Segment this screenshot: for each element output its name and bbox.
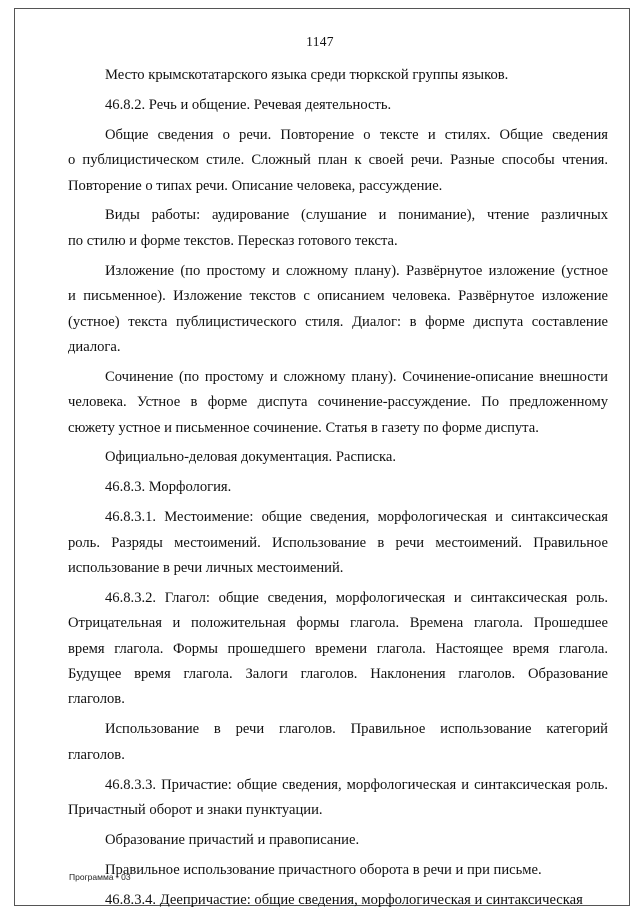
paragraph bbox=[68, 123, 608, 199]
paragraph bbox=[68, 475, 608, 500]
text-line: по стилю и форме текстов. Пересказ готового текста. bbox=[68, 232, 398, 249]
text-line: о публицистическом стиле. Сложный план к своей речи. Разные способы чтения. bbox=[68, 152, 608, 169]
text-line: Отрицательная и положительная формы глагола. Времена глагола. Прошедшее bbox=[68, 615, 608, 632]
text-line: использование в речи личных местоимений. bbox=[68, 560, 344, 577]
text-line: Повторение о типах речи. Описание человека, рассуждение. bbox=[68, 177, 443, 194]
text-line: 46.8.3.4. Деепричастие: общие сведения, морфологическая и синтаксическая bbox=[105, 891, 583, 908]
text-line: Виды работы: аудирование (слушание и понимание), чтение различных bbox=[105, 207, 608, 224]
text-line: и письменное). Изложение текстов с описанием человека. Развёрнутое изложение bbox=[68, 288, 608, 305]
text-line: 46.8.3.2. Глагол: общие сведения, морфологическая и синтаксическая роль. bbox=[105, 589, 608, 606]
text-line: глаголов. bbox=[68, 691, 125, 708]
paragraph bbox=[68, 505, 608, 581]
text-line: сюжету устное и письменное сочинение. Статья в газету по форме диспута. bbox=[68, 419, 539, 436]
text-line: (устное) текста публицистического стиля. Диалог: в форме диспута составление bbox=[68, 313, 608, 330]
text-line: Образование причастий и правописание. bbox=[105, 831, 360, 848]
text-line: Общие сведения о речи. Повторение о тексте и стилях. Общие сведения bbox=[105, 126, 608, 143]
paragraph bbox=[68, 203, 608, 254]
text-line: Место крымскотатарского языка среди тюркской группы языков. bbox=[105, 67, 509, 83]
text-line: Правильное использование причастного оборота в речи и при письме. bbox=[105, 861, 542, 878]
paragraph bbox=[68, 63, 608, 88]
text-line: 46.8.2. Речь и общение. Речевая деятельность. bbox=[105, 96, 392, 113]
page-footer: Программа - 03 bbox=[69, 872, 131, 882]
document-body bbox=[68, 63, 608, 913]
text-line: глаголов. bbox=[68, 746, 125, 763]
text-line: 46.8.3.1. Местоимение: общие сведения, морфологическая и синтаксическая bbox=[105, 509, 608, 526]
text-line: Сочинение (по простому и сложному плану). Сочинение-описание внешности bbox=[105, 368, 608, 385]
page-number: 1147 bbox=[306, 34, 334, 49]
text-line: Изложение (по простому и сложному плану). Развёрнутое изложение (устное bbox=[105, 262, 608, 279]
text-line: диалога. bbox=[68, 338, 121, 355]
paragraph bbox=[68, 259, 608, 361]
text-line: Официально-деловая документация. Расписка. bbox=[105, 449, 397, 466]
paragraph bbox=[68, 828, 608, 853]
text-line: человека. Устное в форме диспута сочинение-рассуждение. По предложенному bbox=[68, 394, 608, 411]
paragraph bbox=[68, 858, 608, 883]
paragraph bbox=[68, 445, 608, 470]
text-line: Использование в речи глаголов. Правильное использование категорий bbox=[105, 721, 608, 738]
paragraph bbox=[68, 773, 608, 824]
paragraph bbox=[68, 93, 608, 118]
paragraph bbox=[68, 717, 608, 768]
paragraph bbox=[68, 888, 608, 913]
text-line: время глагола. Формы прошедшего времени глагола. Настоящее время глагола. bbox=[68, 640, 608, 657]
text-line: Будущее время глагола. Залоги глаголов. Наклонения глаголов. Образование bbox=[68, 666, 608, 683]
paragraph bbox=[68, 586, 608, 713]
text-line: Причастный оборот и знаки пунктуации. bbox=[68, 802, 323, 819]
text-line: 46.8.3. Морфология. bbox=[105, 479, 232, 496]
paragraph bbox=[68, 365, 608, 441]
text-line: роль. Разряды местоимений. Использование в речи местоимений. Правильное bbox=[68, 534, 608, 551]
text-line: 46.8.3.3. Причастие: общие сведения, морфологическая и синтаксическая роль. bbox=[105, 776, 608, 793]
